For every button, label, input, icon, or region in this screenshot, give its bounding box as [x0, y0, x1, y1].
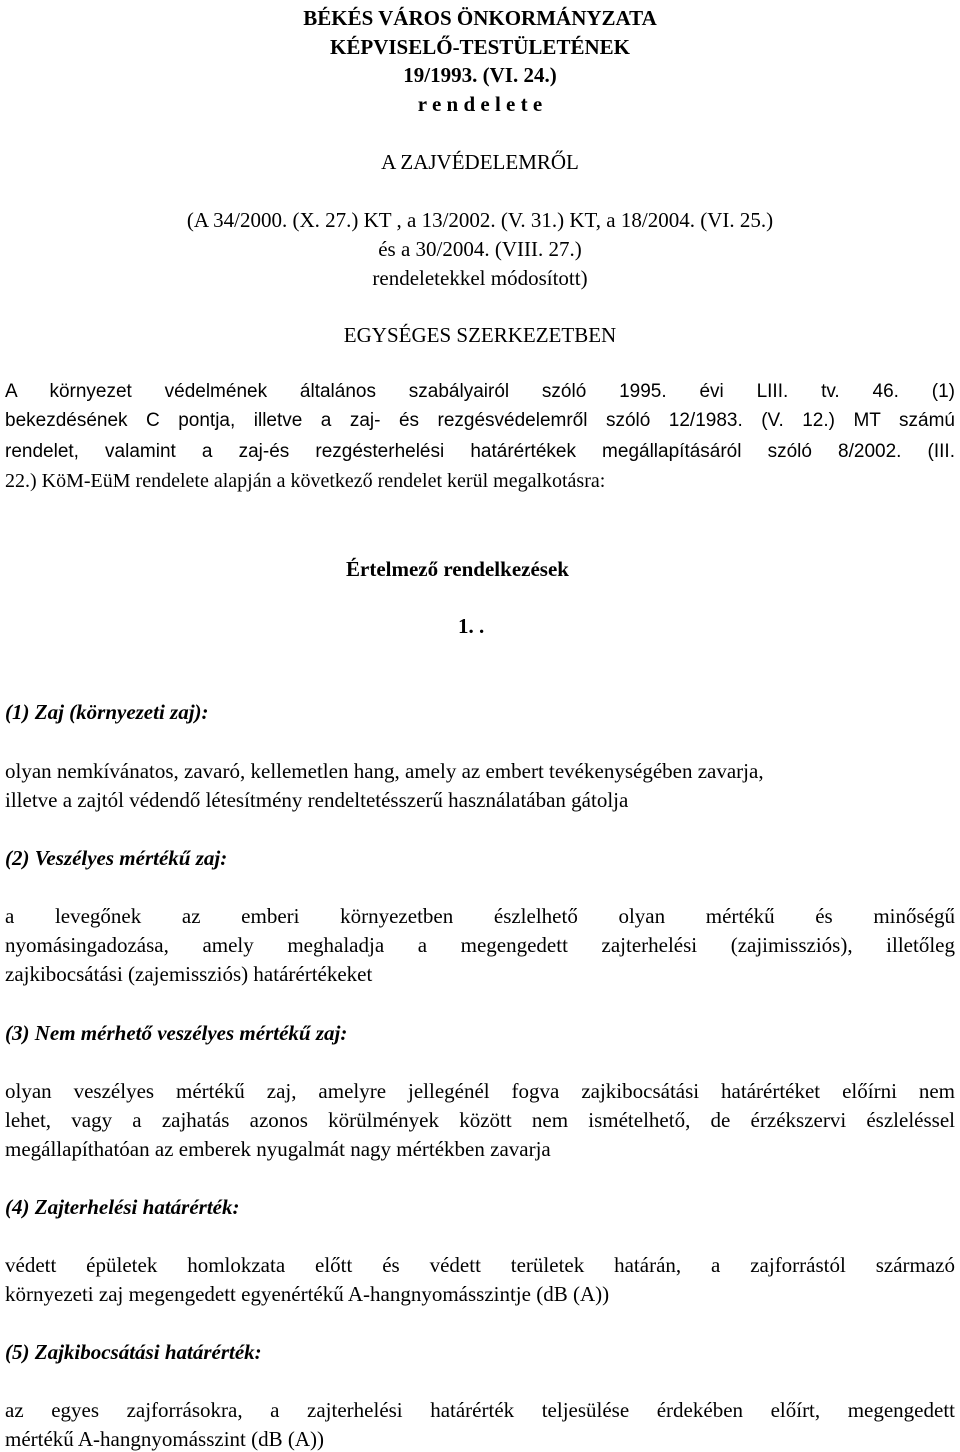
section-number: 1. . [458, 614, 485, 638]
definition-text-2-line-1: a levegőnek az emberi környezetben észlelhető olyan mértékű és minőségű [5, 904, 955, 928]
document-title: A ZAJVÉDELEMRŐL [381, 150, 579, 174]
definition-text-5-line-1: az egyes zajforrásokra, a zajterhelési határérték teljesülése érdekében előírt, megengedett [5, 1398, 955, 1422]
definition-text-3-line-2: lehet, vagy a zajhatás azonos körülmények között nem ismételhető, de érzékszervi észleléssel [5, 1108, 955, 1132]
definition-text-4-line-2: környezeti zaj megengedett egyenértékű A-hangnyomásszintje (dB (A)) [5, 1282, 610, 1306]
definition-text-4-line-1: védett épületek homlokzata előtt és védett területek határán, a zajforrástól származó [5, 1253, 955, 1277]
preamble-line-1: A környezet védelmének általános szabályairól szóló 1995. évi LIII. tv. 46. (1) [5, 381, 955, 402]
definition-text-2-line-2: nyomásingadozása, amely meghaladja a megengedett zajterhelési (zajimissziós), illetőleg [5, 933, 955, 957]
header-line-1: BÉKÉS VÁROS ÖNKORMÁNYZATA [303, 6, 657, 30]
definition-text-5-line-2: mértékű A-hangnyomásszint (dB (A)) [5, 1427, 325, 1451]
section-heading: Értelmező rendelkezések [346, 557, 569, 581]
definition-text-3-line-3: megállapíthatóan az emberek nyugalmát nagy mértékben zavarja [5, 1137, 551, 1161]
consolidated-label: EGYSÉGES SZERKEZETBEN [343, 323, 617, 347]
definition-term-1: (1) Zaj (környezeti zaj): [5, 700, 209, 724]
header-line-4: r e n d e l e t e [417, 92, 543, 116]
amendments-line-2: és a 30/2004. (VIII. 27.) [378, 237, 582, 261]
definition-term-3: (3) Nem mérhető veszélyes mértékű zaj: [5, 1021, 348, 1045]
definition-text-2-line-3: zajkibocsátási (zajemissziós) határértékeket [5, 962, 373, 986]
header-line-3: 19/1993. (VI. 24.) [403, 63, 557, 87]
preamble-line-3: rendelet, valamint a zaj-és rezgésterhelési határértékek megállapításáról szóló 8/2002. (III. [5, 441, 955, 462]
definition-text-1-line-2: illetve a zajtól védendő létesítmény rendeltetésszerű használatában gátolja [5, 788, 629, 812]
preamble-line-2: bekezdésének C pontja, illetve a zaj- és rezgésvédelemről szóló 12/1983. (V. 12.) MT számú [5, 410, 955, 431]
definition-term-5: (5) Zajkibocsátási határérték: [5, 1340, 262, 1364]
header-line-2: KÉPVISELŐ-TESTÜLETÉNEK [330, 35, 630, 59]
amendments-line-1: (A 34/2000. (X. 27.) KT , a 13/2002. (V. 31.) KT, a 18/2004. (VI. 25.) [186, 208, 774, 232]
definition-term-4: (4) Zajterhelési határérték: [5, 1195, 240, 1219]
definition-text-1-line-1: olyan nemkívánatos, zavaró, kellemetlen hang, amely az embert tevékenységében zavarja, [5, 759, 764, 783]
definition-term-2: (2) Veszélyes mértékű zaj: [5, 846, 228, 870]
definition-text-3-line-1: olyan veszélyes mértékű zaj, amelyre jellegénél fogva zajkibocsátási határértéket előírni nem [5, 1079, 955, 1103]
preamble-line-4: 22.) KöM-EüM rendelete alapján a következő rendelet kerül megalkotásra: [5, 470, 606, 492]
amendments-line-3: rendeletekkel módosított) [372, 266, 588, 290]
